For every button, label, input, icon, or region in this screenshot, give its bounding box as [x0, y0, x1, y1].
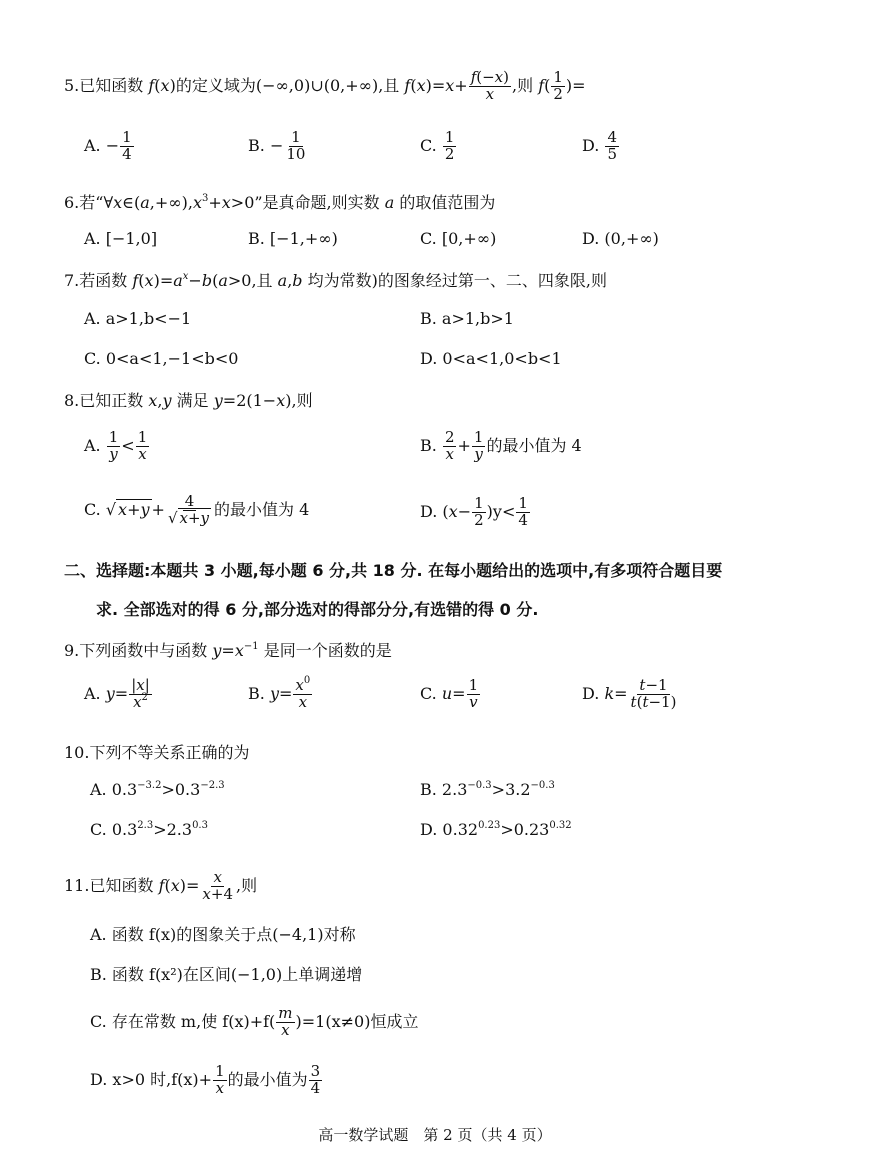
question-11: 11.已知函数 f(x)= $\frac{x}{x+4}$ ,则 — [64, 868, 258, 903]
question-6: 6.若“$\forall x\in(a,+\infty),x^3+x>0$”是真命题,则实数 a 的取值范围为 — [64, 193, 496, 212]
q9-option-a: A. y= $\frac{|x|}{x^2}$ — [84, 676, 150, 711]
q6-option-b: B. [−1,+∞) — [248, 229, 338, 248]
q6-option-a: A. [−1,0] — [84, 229, 158, 248]
question-5: 5.已知函数 f(x)的定义域为(−∞,0)∪(0,+∞),且 f(x)=x+ $\frac{f(-x)}{x}$ ,则 f( $\frac{1}{2}$ )= — [64, 68, 586, 103]
q10-option-a: A. $0.3^{-3.2}>0.3^{-2.3}$ — [90, 780, 225, 799]
q9-option-b: B. y= $\frac{x^0}{x}$ — [248, 675, 311, 711]
q10-option-c: C. $0.3^{2.3}>2.3^{0.3}$ — [90, 820, 208, 839]
question-10: 10.下列不等关系正确的为 — [64, 743, 250, 762]
q5-option-b: B. − $\frac{1}{10}$ — [248, 128, 306, 163]
page-footer: 高一数学试题 第 2 页（共 4 页） — [318, 1126, 552, 1144]
q5-option-a: A. − $\frac{1}{4}$ — [84, 128, 132, 163]
q5-option-d: D. $\frac{4}{5}$ — [582, 128, 617, 163]
question-7: 7.若函数 $f(x)=a^x-b(a>0$,且 a,b 均为常数)的图象经过第一、二、四象限,则 — [64, 271, 607, 290]
q11-option-c: C. 存在常数 m,使 f(x)+f( $\frac{m}{x}$ )=1(x≠0)恒成立 — [90, 1004, 419, 1039]
q11-option-b: B. 函数 f(x²)在区间(−1,0)上单调递增 — [90, 965, 363, 984]
q7-option-b: B. a>1,b>1 — [420, 309, 514, 328]
q7-option-a: A. a>1,b<−1 — [84, 309, 192, 328]
q11-option-d: D. x>0 时,f(x)+ $\frac{1}{x}$ 的最小值为 $\frac{3}{4}$ — [90, 1062, 321, 1097]
q8-option-c: C. √ x+y + $\frac{4}{√ x+y}$ 的最小值为 4 — [84, 492, 310, 527]
q5-number: 5. — [64, 75, 80, 95]
q8-option-a: A. $\frac{1}{y}$ < $\frac{1}{x}$ — [84, 428, 148, 463]
q10-option-b: B. $2.3^{-0.3}>3.2^{-0.3}$ — [420, 780, 555, 799]
q8-option-d: D. (x− $\frac{1}{2}$ )y< $\frac{1}{4}$ — [420, 494, 528, 529]
section-2-heading-line2: 求. 全部选对的得 6 分,部分选对的得部分分,有选错的得 0 分. — [96, 600, 539, 619]
q6-option-c: C. [0,+∞) — [420, 229, 497, 248]
q9-option-c: C. u= $\frac{1}{v}$ — [420, 676, 479, 711]
section-2-heading-line1: 二、选择题:本题共 3 小题,每小题 6 分,共 18 分. 在每小题给出的选项中,有多项符合题目要 — [64, 561, 723, 580]
q9-option-d: D. k= $\frac{t-1}{t(t-1)}$ — [582, 676, 677, 711]
q8-option-b: B. $\frac{2}{x}$ + $\frac{1}{y}$ 的最小值为 4 — [420, 428, 582, 463]
q7-option-c: C. 0<a<1,−1<b<0 — [84, 349, 239, 368]
q6-option-d: D. (0,+∞) — [582, 229, 659, 248]
q5-option-c: C. $\frac{1}{2}$ — [420, 128, 455, 163]
q11-option-a: A. 函数 f(x)的图象关于点(−4,1)对称 — [90, 925, 356, 944]
question-9: 9.下列函数中与函数 $y=x^{-1}$ 是同一个函数的是 — [64, 641, 392, 660]
q10-option-d: D. $0.32^{0.23}>0.23^{0.32}$ — [420, 820, 572, 839]
q7-option-d: D. 0<a<1,0<b<1 — [420, 349, 562, 368]
question-8: 8.已知正数 x,y 满足 y=2(1−x),则 — [64, 391, 313, 410]
